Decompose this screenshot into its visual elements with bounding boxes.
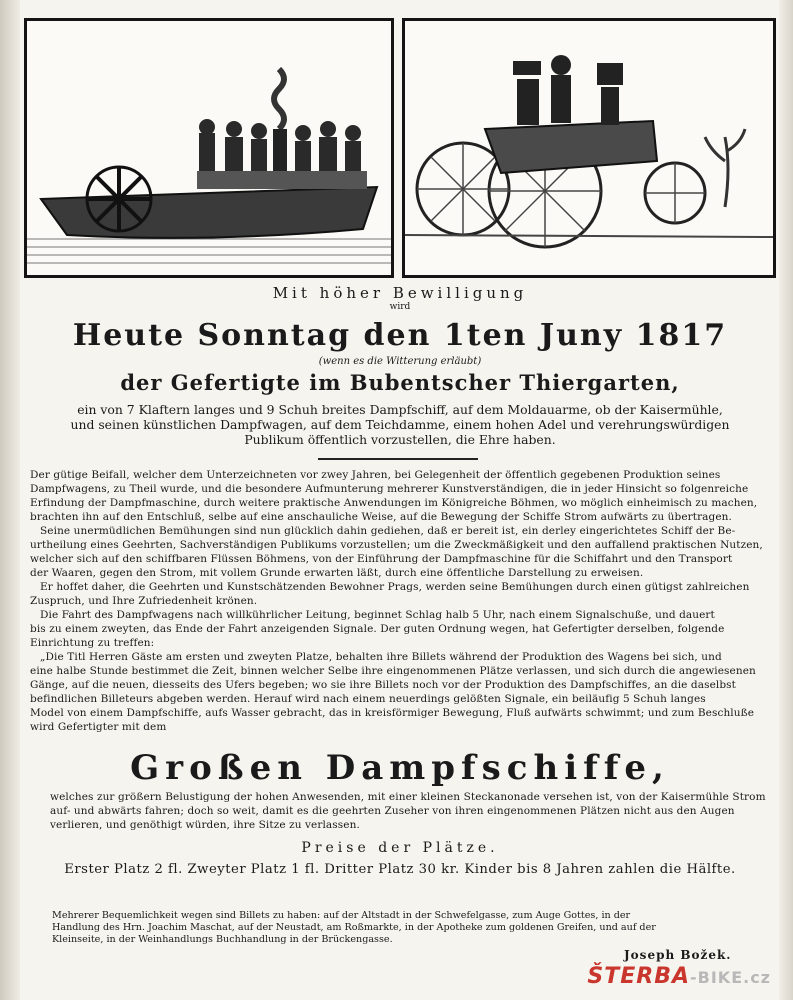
description-line: und seinen künstlichen Dampfwagen, auf dem Teichdamme, einem hohen Adel und verehrungswürdigen [70,417,730,432]
place-text: der Gefertigte im Bubentscher Thiergarten, [120,370,680,395]
body-line: Zuspruch, und Ihre Zufriedenheit krönen. [30,595,258,607]
watermark-brand: ŠTERBA [587,964,690,989]
body-line: befindlichen Billeteurs abgeben werden. Herauf wird nach einem neuerdings gelößten Signale, ein beiläufig 5 Schuh langes [30,693,706,705]
body-line: brachten ihn auf den Entschluß, selbe auf eine anschauliche Weise, auf die Bewegung der Schiffe Strom aufwärts zu übertragen. [30,511,732,523]
footer-line: Handlung des Hrn. Joachim Maschat, auf der Neustadt, am Roßmarkte, in der Apotheke zum goldenen Greifen, und auf der [52,922,656,933]
description-line: ein von 7 Klaftern langes und 9 Schuh breites Dampfschiff, auf dem Moldauarme, ob der Kaisermühle, [77,402,723,417]
body-line: Erfindung der Dampfmaschine, durch weitere praktische Anwendungen im Königreiche Böhmen, wo möglich einheimisch zu machen, [30,497,758,509]
body-line: Dampfwagens, zu Theil wurde, und die besondere Aufmunterung mehrerer Kunstverständigen, die in jeder Hinsicht so folgenreiche [30,483,749,495]
watermark-domain: -BIKE.cz [690,968,771,987]
after-title-line: auf- und abwärts fahren; doch so weit, damit es die geehrten Zuseher von ihren eingenommenen Plätzen nicht aus den Augen [50,805,735,817]
footer-line: Mehrerer Bequemlichkeit wegen sind Billets zu haben: auf der Altstadt in der Schwefelgasse, zum Auge Gottes, in der [52,910,631,921]
divider-rule [318,458,478,460]
description-block [30,402,770,447]
body-line: Einrichtung zu treffen: [30,637,155,649]
big-title [30,748,770,788]
body-line: Model von einem Dampfschiffe, aufs Wasser gebracht, das in kreisförmiger Bewegung, Fluß aufwärts schwimmt; und zum Beschluße [30,707,755,719]
body-line: wird Gefertigter mit dem [30,721,167,733]
place-heading [30,370,770,395]
page-shadow-right [779,0,793,1000]
footer-line: Kleinseite, in der Weinhandlungs Buchhandlung in der Brückengasse. [52,934,393,945]
weather-text: (wenn es die Witterung erläubt) [318,356,482,367]
prices-heading [30,840,770,856]
prices-heading-text: Preise der Plätze. [301,840,499,856]
site-watermark [587,964,771,989]
body-line: Die Fahrt des Dampfwagens nach willkührlicher Leitung, beginnet Schlag halb 5 Uhr, nach einem Signalschuße, und dauert [40,609,715,621]
body-line: „Die Titl Herren Gäste am ersten und zweyten Platze, behalten ihre Billets während der Produktion des Wagens bei sich, und [40,651,722,663]
wird-text: wird [389,302,411,312]
body-line: eine halbe Stunde bestimmet die Zeit, binnen welcher Selbe ihre eingenommenen Plätze verlassen, und sich durch die angewiesenen [30,665,756,677]
permission-line [30,284,770,302]
prices-line-text: Erster Platz 2 fl. Zweyter Platz 1 fl. Dritter Platz 30 kr. Kinder bis 8 Jahren zahlen die Hälfte. [64,862,736,877]
big-title-text: Großen Dampfschiffe, [130,748,670,788]
body-line: Seine unermüdlichen Bemühungen sind nun glücklich dahin gediehen, daß er bereit ist, ein derley eingerichtetes Schiff der Be- [40,525,736,537]
steam-carriage-engraving [405,21,773,275]
weather-note [30,356,770,367]
after-title-line: verlieren, und genöthigt würden, ihre Sitze zu verlassen. [50,819,360,831]
body-line: welcher sich auf den schiffbaren Flüssen Böhmens, von der Einführung der Dampfmaschine für die Schiffahrt und den Transport [30,553,733,565]
body-line: Gänge, auf die neuen, diesseits des Ufers begeben; wo sie ihre Billets noch vor der Produktion des Dampfschiffes, an die daselbst [30,679,736,691]
steamboat-illustration [24,18,394,278]
body-line: urtheilung eines Geehrten, Sachverständigen Publikums vorzustellen; um die Zweckmäßigkeit und den auffallend praktischen Nutzen, [30,539,763,551]
permission-text: Mit höher Bewilligung [272,284,528,302]
page-shadow-left [0,0,20,1000]
date-text: Heute Sonntag den 1ten Juny 1817 [72,318,728,353]
date-heading [30,318,770,353]
signature-text: Joseph Božek. [624,948,732,962]
body-line: bis zu einem zweyten, das Ende der Fahrt anzeigenden Signale. Der guten Ordnung wegen, hat Gefertigter derselben, folgende [30,623,725,635]
body-line: der Waaren, gegen den Strom, mit vollem Grunde erwarten läßt, durch eine öffentliche Darstellung zu erweisen. [30,567,644,579]
wird-label [30,302,770,312]
signature [624,948,731,962]
description-line: Publikum öffentlich vorzustellen, die Ehre haben. [244,432,556,447]
steam-carriage-illustration [402,18,776,278]
steamboat-engraving [27,21,391,275]
after-title-line: welches zur größern Belustigung der hohen Anwesenden, mit einer kleinen Steckanonade versehen ist, von der Kaisermühle Strom [50,791,766,803]
prices-line [30,862,770,877]
body-line: Der gütige Beifall, welcher dem Unterzeichneten vor zwey Jahren, bei Gelegenheit der öffentlich gegebenen Produktion seines [30,469,721,481]
body-line: Er hoffet daher, die Geehrten und Kunstschätzenden Bewohner Prags, werden seine Bemühungen durch einen gütigst zahlreichen [40,581,750,593]
